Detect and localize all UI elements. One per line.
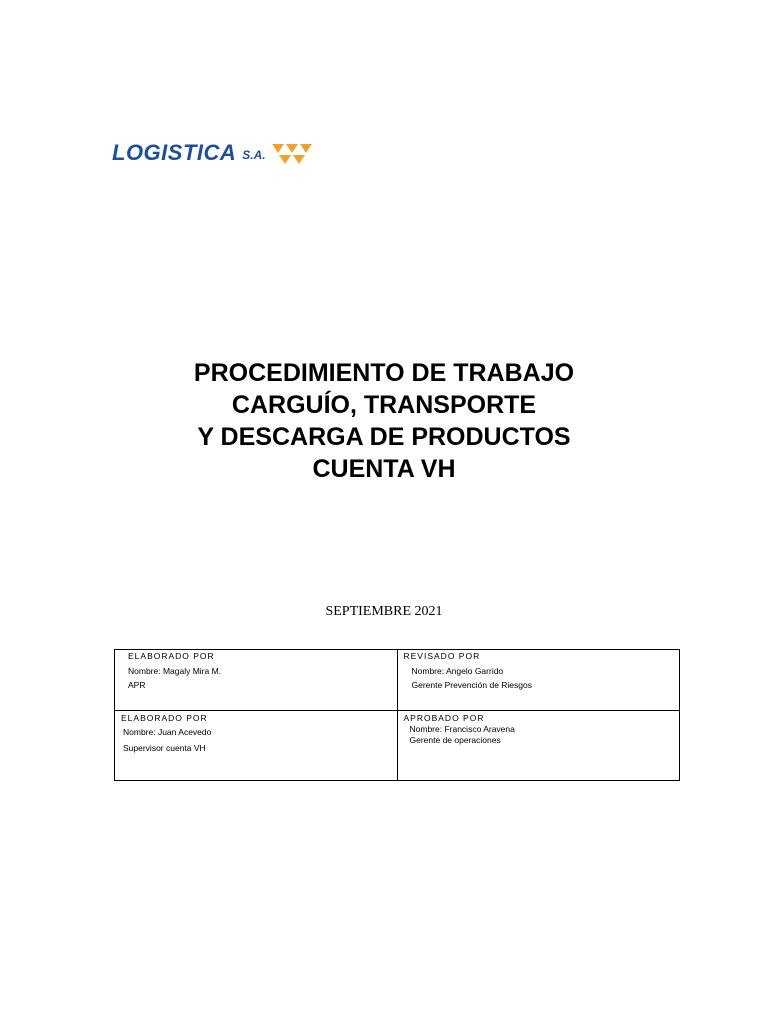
signature-header: ELABORADO POR [128, 651, 215, 661]
signature-role: Gerente Prevención de Riesgos [411, 680, 532, 690]
signature-header: APROBADO POR [403, 713, 485, 723]
title-line: CARGUÍO, TRANSPORTE [231, 391, 537, 419]
signature-cell-aprobado [397, 711, 680, 781]
signature-table [114, 649, 680, 781]
signature-name: Nombre: Juan Acevedo [123, 727, 212, 737]
signature-role: APR [128, 680, 146, 690]
logo-triangles-icon [272, 142, 312, 166]
logo-suffix: S.A. [242, 148, 266, 162]
document-title [0, 357, 768, 485]
title-line: CUENTA VH [312, 455, 456, 483]
signature-name: Nombre: Francisco Aravena [409, 724, 515, 734]
signature-header: ELABORADO POR [121, 713, 208, 723]
logo-wordmark: LOGISTICA [112, 140, 237, 165]
title-line: Y DESCARGA DE PRODUCTOS [197, 423, 571, 451]
signature-cell-elaborado-1 [115, 650, 398, 711]
document-date: SEPTIEMBRE 2021 [325, 604, 443, 619]
signature-cell-elaborado-2 [115, 711, 398, 781]
company-logo [112, 136, 312, 166]
signature-role: Supervisor cuenta VH [123, 743, 206, 753]
signature-cell-revisado [397, 650, 680, 711]
signature-role: Gerente de operaciones [409, 735, 501, 745]
signature-name: Nombre: Magaly Mira M. [128, 666, 222, 676]
signature-header: REVISADO POR [403, 651, 481, 661]
signature-name: Nombre: Angelo Garrido [411, 666, 504, 676]
title-line: PROCEDIMIENTO DE TRABAJO [193, 359, 575, 387]
